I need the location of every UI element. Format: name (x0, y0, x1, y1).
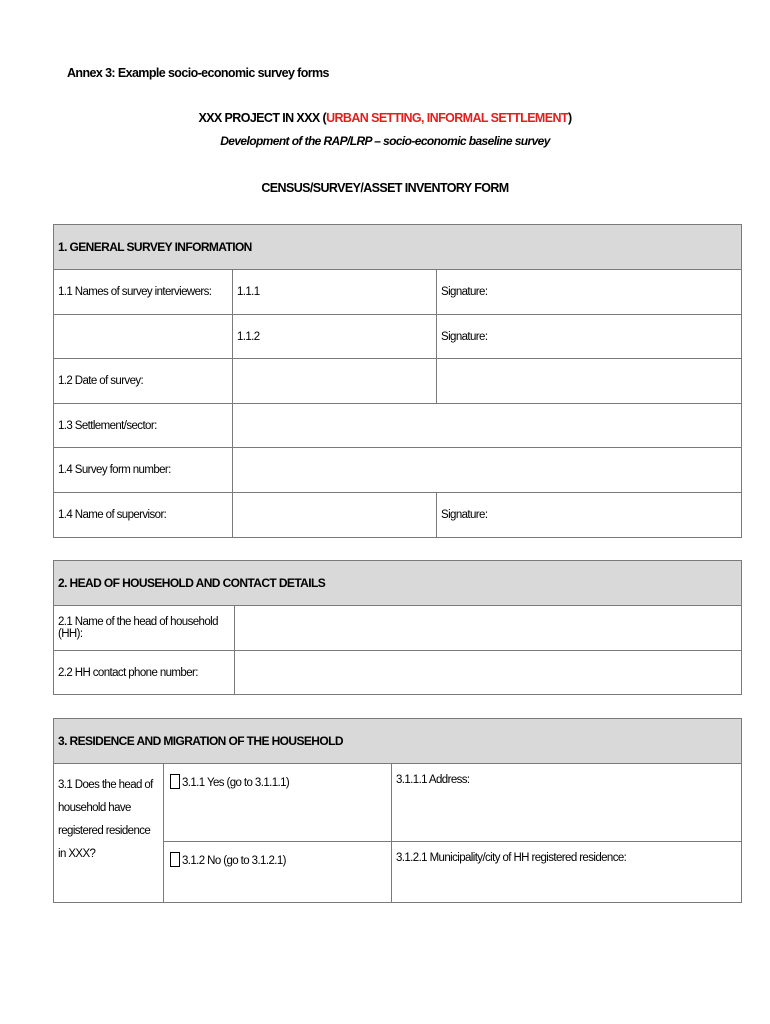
title-setting: URBAN SETTING, INFORMAL SETTLEMENT (326, 111, 568, 125)
form-number-field[interactable] (233, 448, 742, 493)
annex-label: Annex 3: Example socio-economic survey forms (67, 66, 329, 80)
hh-name-label: 2.1 Name of the head of household (HH): (54, 606, 235, 651)
residence-no-option[interactable] (164, 842, 392, 903)
date-extra-field[interactable] (437, 359, 742, 404)
residence-yes-option[interactable] (164, 764, 392, 842)
interviewer-2-signature[interactable]: Signature: (437, 315, 742, 359)
project-title (0, 111, 770, 125)
supervisor-signature[interactable]: Signature: (437, 493, 742, 538)
no-checkbox[interactable] (170, 852, 180, 867)
hh-phone-label: 2.2 HH contact phone number: (54, 651, 235, 695)
supervisor-field[interactable] (233, 493, 437, 538)
section2-heading: 2. HEAD OF HOUSEHOLD AND CONTACT DETAILS (54, 561, 742, 606)
residence-address-field[interactable]: 3.1.1.1 Address: (392, 764, 742, 842)
interviewer-1-field[interactable]: 1.1.1 (233, 270, 437, 315)
date-field[interactable] (233, 359, 437, 404)
section-general-survey-info (53, 224, 742, 538)
form-number-label: 1.4 Survey form number: (54, 448, 233, 493)
interviewer-2-field[interactable]: 1.1.2 (233, 315, 437, 359)
residence-municipality-field[interactable]: 3.1.2.1 Municipality/city of HH registered residence: (392, 842, 742, 903)
title-prefix: XXX PROJECT IN XXX ( (198, 111, 327, 125)
form-title: CENSUS/SURVEY/ASSET INVENTORY FORM (261, 181, 509, 195)
section3-heading: 3. RESIDENCE AND MIGRATION OF THE HOUSEHOLD (54, 719, 742, 764)
settlement-field[interactable] (233, 404, 742, 448)
settlement-label: 1.3 Settlement/sector: (54, 404, 233, 448)
date-label: 1.2 Date of survey: (54, 359, 233, 404)
interviewers-label: 1.1 Names of survey interviewers: (54, 270, 233, 315)
yes-checkbox[interactable] (170, 774, 180, 789)
supervisor-label: 1.4 Name of supervisor: (54, 493, 233, 538)
residence-question: 3.1 Does the head of household have registered residence in XXX? (54, 764, 164, 903)
hh-phone-field[interactable] (235, 651, 742, 695)
no-option-label: 3.1.2 No (go to 3.1.2.1) (182, 855, 286, 867)
section-residence-migration (53, 718, 742, 903)
section1-heading: 1. GENERAL SURVEY INFORMATION (54, 225, 742, 270)
hh-name-field[interactable] (235, 606, 742, 651)
interviewer-1-signature[interactable]: Signature: (437, 270, 742, 315)
title-suffix: ) (567, 111, 572, 125)
yes-option-label: 3.1.1 Yes (go to 3.1.1.1) (182, 777, 290, 789)
interviewers-blank-cell (54, 315, 233, 359)
form-subtitle: Development of the RAP/LRP – socio-economic baseline survey (220, 134, 550, 148)
section-head-of-household (53, 560, 742, 695)
